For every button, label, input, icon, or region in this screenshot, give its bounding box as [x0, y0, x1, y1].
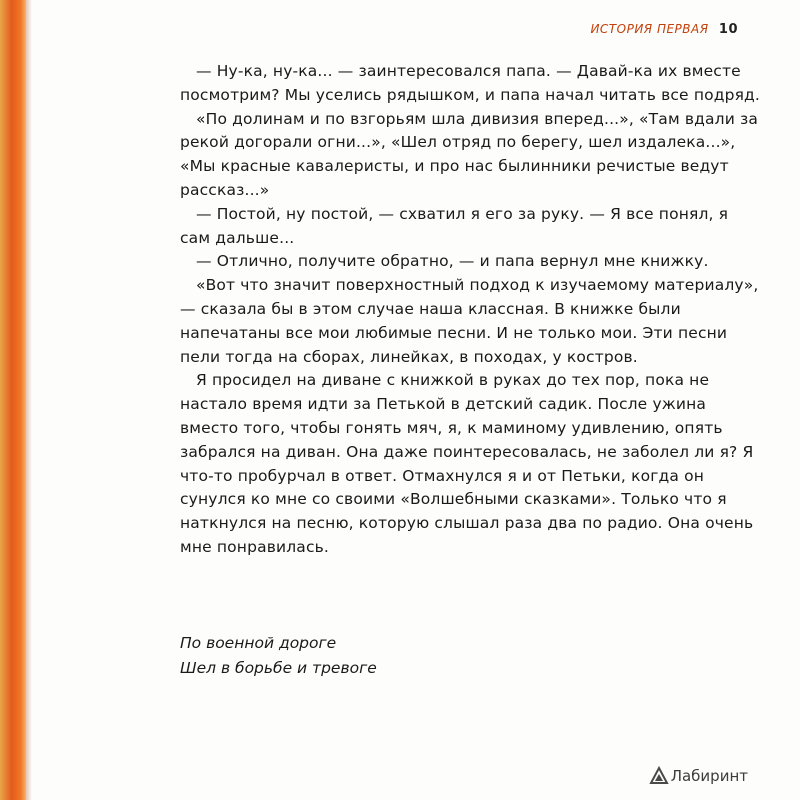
paragraph: «Вот что значит поверхностный подход к изучаемому материалу», — сказала бы в этом случае наша классная. В книжке были напечатаны все мои любимые песни. И не только мои. Эти песни пели тогда на сборах, линейках, в походах, у костров.: [180, 276, 759, 366]
watermark-text: Лабиринт: [670, 767, 748, 785]
chapter-title: ИСТОРИЯ ПЕРВАЯ: [590, 22, 709, 36]
paragraph: «По долинам и по взгорьям шла дивизия вперед...», «Там вдали за рекой догорали огни...», «Шел отряд по берегу, шел издалека...», «Мы красные кавалеристы, и про нас былинники речистые ведут рассказ...»: [180, 109, 759, 199]
verse-line: Шел в борьбе и тревоге: [180, 659, 377, 677]
verse-line: По военной дороге: [180, 634, 337, 652]
book-spine-edge: [0, 0, 26, 800]
paragraph: — Постой, ну постой, — схватил я его за руку. — Я все понял, я сам дальше...: [180, 204, 729, 247]
page-header: [590, 22, 738, 37]
song-verse: [180, 631, 377, 681]
page-number: 10: [718, 22, 738, 37]
paragraph: Я просидел на диване с книжкой в руках до тех пор, пока не настало время идти за Петькой в детский садик. После ужина вместо того, чтобы гонять мяч, я, к маминому удивлению, опять забрался на диван. Она даже поинтересовалась, не заболел ли я? Я что-то пробурчал в ответ. Отмахнулся я и от Петьки, когда он сунулся ко мне со своими «Волшебными сказками». Только что я наткнулся на песню, которую слышал раза два по радио. Она очень мне понравилась.: [180, 371, 754, 556]
paragraph: — Отлично, получите обратно, — и папа вернул мне книжку.: [196, 252, 709, 271]
body-text: [180, 60, 760, 560]
labyrinth-logo-icon: [649, 766, 669, 786]
paragraph: — Ну-ка, ну-ка... — заинтересовался папа. — Давай-ка их вместе посмотрим? Мы уселись рядышком, и папа начал читать все подряд.: [180, 62, 761, 104]
spine-shadow: [26, 0, 32, 800]
watermark-logo: [649, 766, 748, 786]
